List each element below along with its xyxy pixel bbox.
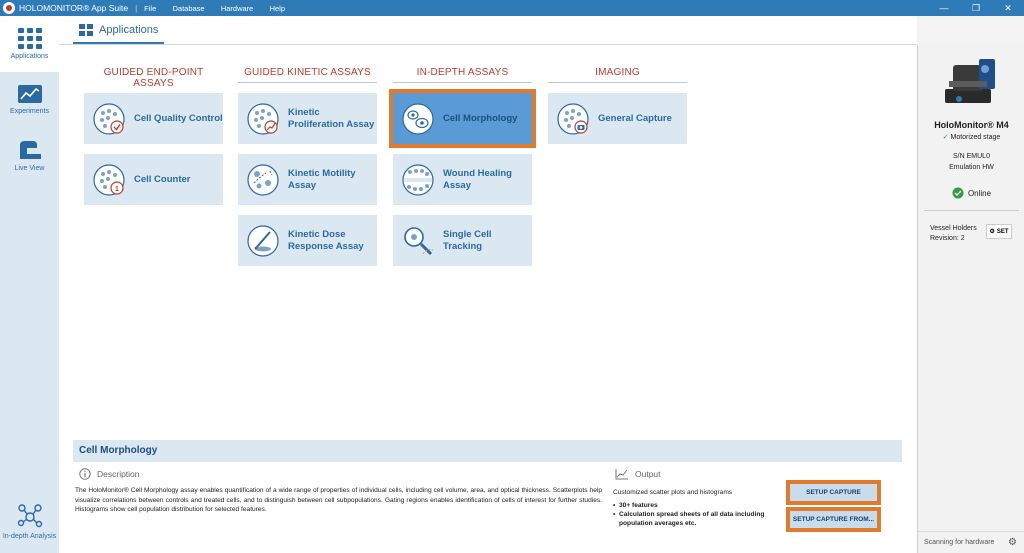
app-title: HOLOMONITOR® App Suite: [19, 3, 129, 13]
title-separator: |: [135, 3, 138, 13]
device-image-icon: [939, 55, 1001, 111]
device-stage-label: Motorized stage: [950, 134, 1001, 141]
set-button-label: SET: [996, 228, 1009, 235]
info-icon: [79, 468, 91, 480]
nav-applications-label: Applications: [10, 53, 49, 60]
proliferation-icon: [246, 102, 280, 136]
menu-hardware[interactable]: Hardware: [220, 3, 254, 13]
card-kinetic-motility-assay[interactable]: [238, 154, 377, 205]
general-capture-icon: [556, 102, 590, 136]
cell-quality-icon: [92, 102, 126, 136]
wound-healing-icon: [401, 163, 435, 197]
output-heading: [615, 468, 661, 480]
dose-response-icon: [246, 224, 280, 258]
nav-applications[interactable]: [0, 16, 59, 72]
card-cell-counter[interactable]: [84, 154, 223, 205]
nav-experiments-label: Experiments: [10, 108, 49, 115]
description-heading-label: Description: [97, 469, 140, 479]
card-label: Cell Morphology: [443, 112, 518, 124]
motility-icon: [246, 163, 280, 197]
card-label: Kinetic Proliferation Assay: [288, 106, 375, 130]
output-item: • 30+ features: [613, 501, 773, 510]
heading-kinetic-assays: GUIDED KINETIC ASSAYS: [238, 67, 377, 83]
nav-experiments[interactable]: [0, 72, 59, 128]
grid-icon: [17, 27, 43, 49]
card-cell-quality-control[interactable]: [84, 93, 223, 144]
hardware-search-icon: ⚙: [1008, 537, 1017, 548]
card-cell-morphology[interactable]: [393, 93, 532, 144]
card-label: Cell Quality Control: [134, 112, 223, 124]
microscope-icon: [17, 139, 43, 161]
menu-database[interactable]: Database: [172, 3, 205, 13]
output-heading-label: Output: [635, 469, 661, 479]
chart-icon: [17, 84, 43, 104]
set-button[interactable]: [986, 224, 1012, 239]
gear-icon: ⚙: [989, 229, 995, 235]
tab-applications[interactable]: [73, 18, 164, 44]
card-label: General Capture: [598, 112, 672, 124]
divider: [924, 210, 1019, 211]
device-status: [918, 187, 1024, 199]
cell-counter-icon: [92, 163, 126, 197]
heading-imaging: IMAGING: [548, 67, 687, 83]
detail-panel: [73, 440, 902, 553]
heading-in-depth-assays: IN-DEPTH ASSAYS: [393, 67, 532, 83]
card-label: Single Cell Tracking: [443, 228, 492, 252]
header: [59, 16, 917, 45]
nav-in-depth-analysis-label: In-depth Analysis: [2, 533, 57, 540]
tab-applications-label: Applications: [99, 24, 159, 36]
card-label: Cell Counter: [134, 173, 191, 185]
output-text: [613, 488, 773, 528]
device-stage: [918, 133, 1024, 141]
nav-live-view-label: Live View: [14, 165, 45, 172]
network-icon: [17, 503, 43, 529]
description-text: The HoloMonitor® Cell Morphology assay enables quantification of a wide range of properties of individual cells, including cell volume, area, and optical thickness. Scatterplots help visualize correlations between controls and treated cells, and to distinguish between cell subpopulations. Gating regions enables identification of cells of interest for further studies. Histograms show cell population distribution for selected features.: [75, 487, 602, 513]
card-general-capture[interactable]: [548, 93, 687, 144]
device-name: HoloMonitor® M4: [934, 120, 1009, 130]
minimize-icon[interactable]: —: [939, 3, 949, 13]
nav-in-depth-analysis[interactable]: [0, 492, 59, 552]
cell-morphology-icon: [401, 102, 435, 136]
card-kinetic-proliferation-assay[interactable]: [238, 93, 377, 144]
setup-capture-from-button[interactable]: SETUP CAPTURE FROM...: [786, 507, 881, 532]
vessel-revision: Revision: 2: [930, 235, 965, 242]
card-label: Kinetic Motility Assay: [288, 167, 356, 191]
menu-bar: [144, 4, 299, 13]
app-logo-icon: [3, 2, 15, 14]
vessel-holders-label: Vessel Holders: [930, 225, 977, 232]
check-icon: ✓: [942, 134, 949, 141]
nav-live-view[interactable]: [0, 128, 59, 184]
device-serial: S/N EMUL0: [953, 153, 990, 160]
card-label: Kinetic Dose Response Assay: [288, 228, 364, 252]
status-text: Scanning for hardware: [924, 539, 995, 546]
menu-help[interactable]: Help: [269, 3, 286, 13]
card-label: Wound Healing Assay: [443, 167, 512, 191]
output-intro: Customized scatter plots and histograms: [613, 489, 733, 496]
detail-title: Cell Morphology: [73, 440, 902, 462]
card-single-cell-tracking[interactable]: [393, 215, 532, 266]
online-icon: [952, 187, 964, 199]
setup-capture-button[interactable]: SETUP CAPTURE: [786, 480, 881, 505]
tiles-icon: [79, 24, 93, 36]
cell-tracking-icon: [401, 224, 435, 258]
window-controls: [928, 0, 1024, 16]
menu-file[interactable]: File: [144, 3, 157, 13]
device-status-label: Online: [967, 188, 992, 198]
heading-end-point-assays: GUIDED END-POINT ASSAYS: [84, 67, 223, 94]
device-mode: Emulation HW: [949, 164, 994, 171]
svg-text:1: 1: [115, 185, 119, 193]
title-bar: [0, 0, 1024, 16]
left-nav: [0, 16, 59, 553]
status-bar: [918, 531, 1024, 553]
restore-icon[interactable]: ❐: [971, 2, 981, 13]
card-wound-healing-assay[interactable]: [393, 154, 532, 205]
vessel-holders: [930, 224, 977, 244]
card-kinetic-dose-response-assay[interactable]: [238, 215, 377, 266]
device-panel: [917, 45, 1024, 553]
output-list: [613, 501, 773, 528]
output-item: • Calculation spread sheets of all data including population averages etc.: [613, 510, 773, 528]
description-heading: [79, 468, 140, 480]
close-icon[interactable]: ✕: [1004, 2, 1012, 13]
output-chart-icon: [615, 468, 629, 480]
